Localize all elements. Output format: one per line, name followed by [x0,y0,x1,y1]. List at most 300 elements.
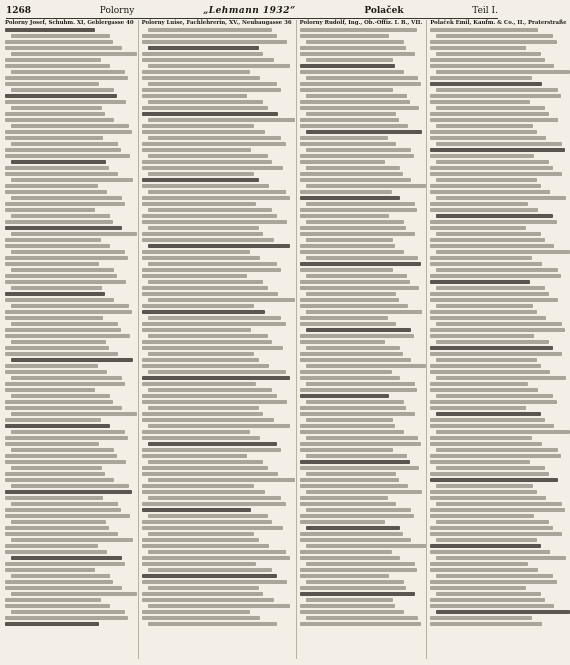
entry-line [306,328,411,332]
entry-line [11,88,114,92]
entry-line [148,64,291,68]
entry-line [148,208,273,212]
entry-line [5,256,128,260]
entry-line [5,118,114,122]
entry-line [142,52,264,56]
entry-line [430,184,540,188]
entry-line [5,562,125,566]
entry-line [436,574,553,578]
entry-line [430,82,542,86]
entry-line [300,478,399,482]
entry-line [436,250,570,254]
entry-line [142,292,279,296]
entry-line [300,406,407,410]
entry-line [11,574,110,578]
column-area [5,20,567,659]
entry-line [142,232,264,236]
entry-line [430,532,562,536]
entry-line [430,508,565,512]
entry-line [148,514,268,518]
entry-line [300,550,392,554]
entry-line [306,274,408,278]
entry-line [300,70,404,74]
entry-line [142,142,286,146]
entry-line [306,598,393,602]
entry-line [430,544,540,548]
entry-line [5,262,99,266]
entry-line [5,220,113,224]
entry-line [300,214,390,218]
entry-line [5,184,98,188]
entry-line [5,100,126,104]
entry-line [430,76,532,80]
entry-line [11,412,137,416]
entry-line [5,526,109,530]
entry-line [306,166,400,170]
entry-line [142,238,274,242]
entry-line [430,490,536,494]
entry-line [5,364,98,368]
entry-line [142,490,265,494]
entry-line [306,238,393,242]
entry-line [5,202,125,206]
part-label: Teil I. [472,6,498,16]
column-1 [5,20,134,659]
entry-line [142,520,273,524]
entry-line [148,424,291,428]
entry-line [430,100,529,104]
entry-line [430,460,529,464]
entry-line [148,118,295,122]
entry-line [5,112,105,116]
entry-line [430,46,525,50]
entry-line [142,160,273,164]
entry-line [5,352,118,356]
entry-line [430,316,546,320]
entry-line [148,82,277,86]
entry-line [306,76,419,80]
entry-line [148,226,259,230]
entry-line [148,568,273,572]
entry-line [306,526,400,530]
entry-line [306,112,397,116]
entry-line [430,370,550,374]
entry-line [142,592,264,596]
entry-line [430,28,538,32]
entry-line [300,556,401,560]
entry-line [300,358,412,362]
entry-line [148,316,282,320]
entry-line [142,196,291,200]
entry-line [430,136,546,140]
entry-line [142,274,247,278]
entry-line [436,430,570,434]
entry-line [430,262,542,266]
entry-line [436,160,549,164]
entry-line [142,376,291,380]
entry-line [5,166,109,170]
entry-line [148,478,295,482]
column-first-entry: Polorny Josef, Schuhm. XI, Geblergasse 40 [5,20,134,26]
entry-line [430,436,532,440]
entry-line [142,358,259,362]
entry-line [436,502,561,506]
entry-line [300,448,393,452]
entry-line [300,604,396,608]
entry-line [11,610,125,614]
entry-line [306,508,411,512]
entry-line [142,70,250,74]
entry-line [148,298,295,302]
entry-line [436,412,541,416]
entry-line [5,154,130,158]
entry-line [306,94,408,98]
entry-line [430,274,561,278]
entry-line [142,322,286,326]
entry-line [142,286,268,290]
entry-line [436,322,561,326]
entry-line [436,196,565,200]
entry-line [148,190,286,194]
column-first-entry: Polorny Rudolf, Ing., Ob.-Offiz. I. B., VII. [299,20,423,26]
entry-line [430,406,525,410]
entry-line [5,400,113,404]
entry-line [142,220,288,224]
entry-line [300,322,397,326]
entry-line [11,70,125,74]
entry-line [430,442,542,446]
entry-line [300,430,404,434]
entry-line [11,196,122,200]
entry-line [11,232,137,236]
entry-line [306,202,415,206]
entry-line [430,424,554,428]
entry-line [430,568,538,572]
entry-line [11,124,129,128]
entry-line [430,388,538,392]
entry-line [430,346,553,350]
entry-line [142,526,283,530]
entry-line [430,382,528,386]
entry-line [11,286,102,290]
entry-line [142,184,270,188]
entry-line [300,136,388,140]
entry-line [430,580,557,584]
entry-line [148,334,268,338]
entry-line [142,94,247,98]
entry-line [5,490,132,494]
entry-line [5,76,128,80]
entry-line [5,460,126,464]
entry-line [5,436,128,440]
entry-line [430,40,557,44]
entry-line [11,448,114,452]
entry-line [300,610,404,614]
entry-line [142,202,256,206]
entry-line [142,466,268,470]
entry-line [300,334,414,338]
entry-line [11,466,102,470]
entry-line [430,238,544,242]
entry-line [306,544,426,548]
entry-line [300,298,399,302]
entry-line [5,238,101,242]
entry-line [300,466,419,470]
entry-line [148,604,291,608]
entry-line [11,214,110,218]
entry-line [142,310,265,314]
entry-line [300,340,386,344]
entry-line [5,64,110,68]
entry-line [436,592,541,596]
entry-line [300,316,388,320]
entry-line [300,196,401,200]
entry-line [300,376,401,380]
entry-line [148,154,268,158]
entry-line [436,178,537,182]
entry-line [430,166,553,170]
entry-line [300,172,403,176]
entry-line [142,40,288,44]
entry-line [436,520,549,524]
entry-line [306,436,419,440]
entry-line [436,358,537,362]
entry-line [142,544,270,548]
entry-line [430,202,528,206]
entry-line [142,124,255,128]
entry-line [5,424,110,428]
entry-line [5,316,103,320]
entry-line [5,472,105,476]
entry-line [436,88,557,92]
entry-line [436,106,545,110]
entry-line [11,160,106,164]
entry-line [436,142,561,146]
entry-line [148,280,264,284]
entry-line [306,454,408,458]
entry-line [142,418,274,422]
entry-line [142,346,283,350]
entry-line [11,376,122,380]
right-name: Polaček [364,6,404,16]
entry-line [5,604,110,608]
entry-line [306,418,393,422]
entry-line [5,28,95,32]
entry-line [142,148,252,152]
entry-line [11,520,106,524]
entry-line [148,262,277,266]
entry-line [142,616,261,620]
entry-line [430,472,549,476]
entry-line [5,82,99,86]
entry-line [11,430,125,434]
entry-line [430,550,550,554]
entry-line [436,124,533,128]
entry-line [300,538,412,542]
entry-line [5,274,117,278]
entry-line [148,460,264,464]
entry-line [300,82,421,86]
entry-line [148,550,286,554]
entry-line [11,538,133,542]
entry-line [148,136,282,140]
entry-line [430,112,549,116]
entry-line [5,532,118,536]
entry-line [11,304,129,308]
entry-line [430,64,554,68]
entry-line [142,268,282,272]
entry-line [5,370,107,374]
entry-line [142,430,250,434]
entry-line [5,598,101,602]
entry-line [300,568,418,572]
entry-line [11,52,137,56]
entry-line [430,562,528,566]
entry-line [148,622,277,626]
entry-line [142,58,274,62]
entry-line [300,514,414,518]
entry-line [430,172,562,176]
entry-line [142,106,268,110]
entry-line [142,562,256,566]
entry-line [306,40,404,44]
entry-line [5,148,121,152]
entry-line [142,166,283,170]
entry-line [300,64,396,68]
entry-line [430,256,532,260]
entry-line [142,436,261,440]
entry-line [142,304,255,308]
entry-line [142,454,247,458]
entry-line [5,550,107,554]
entry-line [5,298,114,302]
entry-line [142,472,279,476]
entry-line [5,616,128,620]
entry-line [436,394,553,398]
entry-line [436,34,553,38]
entry-line [5,226,122,230]
entry-line [306,562,415,566]
entry-line [430,298,558,302]
entry-line [11,394,110,398]
entry-line [5,136,103,140]
entry-line [430,118,558,122]
entry-line [5,130,132,134]
entry-line [148,532,255,536]
entry-line [300,286,419,290]
entry-line [306,382,415,386]
entry-line [300,154,414,158]
entry-line [300,394,390,398]
entry-line [430,328,565,332]
entry-line [306,616,419,620]
entry-line [142,412,264,416]
entry-line [148,496,282,500]
entry-line [300,46,407,50]
entry-line [430,418,544,422]
entry-line [436,448,557,452]
entry-line [436,52,541,56]
entry-line [300,106,419,110]
entry-line [430,190,550,194]
entry-line [142,130,265,134]
entry-line [300,532,403,536]
entry-line [148,46,259,50]
entry-line [148,370,286,374]
entry-line [148,100,264,104]
entry-line [142,556,291,560]
entry-line [142,580,288,584]
entry-line [5,586,122,590]
entry-line [300,484,408,488]
entry-line [142,394,277,398]
entry-line [436,70,570,74]
entry-line [430,310,536,314]
entry-line [430,208,538,212]
entry-line [436,376,565,380]
entry-line [5,280,126,284]
entry-line [11,502,118,506]
entry-line [430,244,554,248]
entry-line [142,328,252,332]
column-first-entry: Polaček Emil, Kaufm. & Co., II., Praterstraße [430,20,567,26]
entry-line [430,226,525,230]
entry-line [11,556,122,560]
entry-line [430,130,536,134]
entry-line [300,442,421,446]
entry-line [142,538,259,542]
entry-line [142,340,273,344]
entry-line [430,400,557,404]
entry-line [300,34,390,38]
entry-line [5,496,103,500]
entry-line [306,58,393,62]
entry-line [142,112,279,116]
entry-line [5,388,95,392]
entry-line [300,586,407,590]
entry-line [300,280,410,284]
entry-line [430,280,529,284]
page-title: „Lehmann 1932“ [203,6,296,16]
entry-line [300,118,399,122]
entry-line [300,388,418,392]
entry-line [300,100,410,104]
entry-line [5,442,99,446]
entry-line [142,598,274,602]
entry-line [300,502,397,506]
entry-line [306,472,397,476]
entry-line [11,34,110,38]
entry-line [430,496,546,500]
entry-line [300,592,415,596]
entry-line [300,424,396,428]
entry-line [142,34,277,38]
entry-line [5,406,122,410]
entry-line [300,208,418,212]
entry-line [430,622,542,626]
entry-line [142,502,286,506]
entry-line [430,598,544,602]
entry-line [148,406,259,410]
entry-line [300,124,408,128]
entry-line [142,400,288,404]
entry-line [300,226,407,230]
entry-line [148,442,277,446]
entry-line [11,250,125,254]
entry-line [5,328,121,332]
entry-line [300,622,421,626]
entry-line [142,574,277,578]
